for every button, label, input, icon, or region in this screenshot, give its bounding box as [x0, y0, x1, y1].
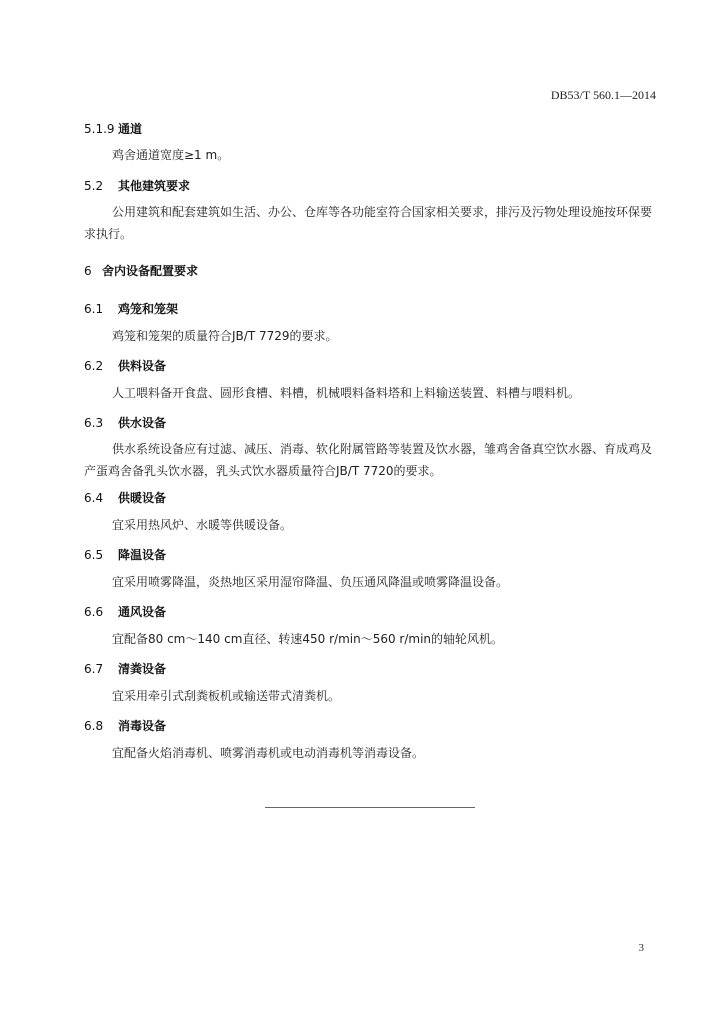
section-heading-6	[84, 262, 198, 279]
section-body-6-4: 宜采用热风炉、水暖等供暖设备。	[112, 518, 293, 532]
section-title: 消毒设备	[118, 719, 167, 733]
section-body-6-7: 宜采用牵引式刮粪板机或输送带式清粪机。	[112, 689, 341, 703]
section-number: 6.1	[84, 302, 104, 316]
section-body-6-6: 宜配备80 cm～140 cm直径、转速450 r/min～560 r/min的轴轮风机。	[112, 632, 504, 646]
end-rule	[265, 807, 475, 808]
section-body-5-2: 公用建筑和配套建筑如生活、办公、仓库等各功能室符合国家相关要求，排污及污物处理设施按环保要求执行。	[84, 205, 653, 241]
section-title: 清粪设备	[118, 662, 167, 676]
section-heading-6-7	[84, 660, 166, 677]
section-heading-6-3	[84, 414, 166, 431]
section-title: 鸡笼和笼架	[118, 302, 179, 316]
section-title: 降温设备	[118, 548, 167, 562]
section-number: 6.6	[84, 605, 104, 619]
section-number: 5.1.9	[84, 122, 115, 136]
page-number: 3	[638, 942, 644, 954]
section-body-6-2: 人工喂料备开食盘、圆形食槽、料槽，机械喂料备料塔和上料输送装置、料槽与喂料机。	[112, 386, 581, 400]
section-body-5-1-9: 鸡舍通道宽度≥1 m。	[112, 148, 230, 162]
document-code: DB53/T 560.1—2014	[550, 88, 656, 102]
section-number: 6	[84, 264, 92, 278]
section-number: 6.2	[84, 359, 104, 373]
section-number: 5.2	[84, 179, 104, 193]
section-title: 其他建筑要求	[118, 179, 191, 193]
section-heading-6-5	[84, 546, 166, 563]
section-heading-6-4	[84, 489, 166, 506]
section-heading-6-1	[84, 300, 178, 317]
section-number: 6.3	[84, 416, 104, 430]
section-heading-5-2	[84, 177, 190, 194]
section-title: 通道	[118, 122, 143, 136]
section-title: 供暖设备	[118, 491, 167, 505]
section-heading-6-2	[84, 357, 166, 374]
section-title: 舍内设备配置要求	[102, 264, 199, 278]
section-body-6-8: 宜配备火焰消毒机、喷雾消毒机或电动消毒机等消毒设备。	[112, 746, 425, 760]
section-body-6-5: 宜采用喷雾降温，炎热地区采用湿帘降温、负压通风降温或喷雾降温设备。	[112, 575, 509, 589]
section-number: 6.5	[84, 548, 104, 562]
section-number: 6.4	[84, 491, 104, 505]
section-title: 通风设备	[118, 605, 167, 619]
section-title: 供料设备	[118, 359, 167, 373]
section-heading-6-6	[84, 603, 166, 620]
section-body-6-1: 鸡笼和笼架的质量符合JB/T 7729的要求。	[112, 329, 338, 343]
section-body-6-3: 供水系统设备应有过滤、减压、消毒、软化附属管路等装置及饮水器，雏鸡舍备真空饮水器、育成鸡及产蛋鸡舍备乳头饮水器，乳头式饮水器质量符合JB/T 7720的要求。	[84, 442, 653, 478]
section-heading-5-1-9	[84, 120, 142, 137]
section-heading-6-8	[84, 717, 166, 734]
section-number: 6.7	[84, 662, 104, 676]
section-title: 供水设备	[118, 416, 167, 430]
section-number: 6.8	[84, 719, 104, 733]
